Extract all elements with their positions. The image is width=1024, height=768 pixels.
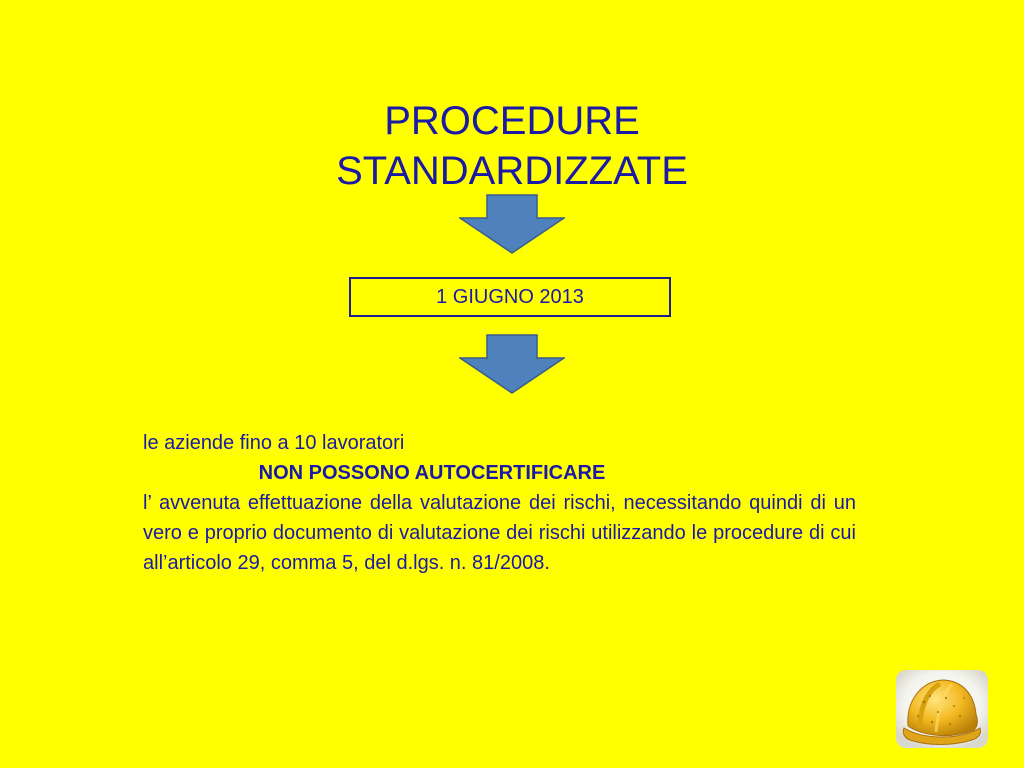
body-line-1: le aziende fino a 10 lavoratori — [143, 432, 405, 454]
title-line-2: STANDARDIZZATE — [336, 149, 688, 193]
title-line-1: PROCEDURE — [384, 99, 640, 143]
slide-title — [212, 96, 812, 196]
body-paragraph: l’ avvenuta effettuazione della valutazione dei rischi, necessitando quindi di un vero e proprio documento di valutazione dei rischi utilizzando le procedure di cui all’articolo 29, comma 5, del d.lgs. n. 81/2008. — [143, 492, 856, 574]
hard-hat-icon — [894, 668, 990, 750]
body-line-2-bold: NON POSSONO AUTOCERTIFICARE — [258, 462, 606, 484]
down-arrow-icon — [459, 194, 565, 254]
body-text — [143, 428, 856, 578]
down-arrow-icon — [459, 334, 565, 394]
date-box: 1 GIUGNO 2013 — [349, 277, 671, 317]
